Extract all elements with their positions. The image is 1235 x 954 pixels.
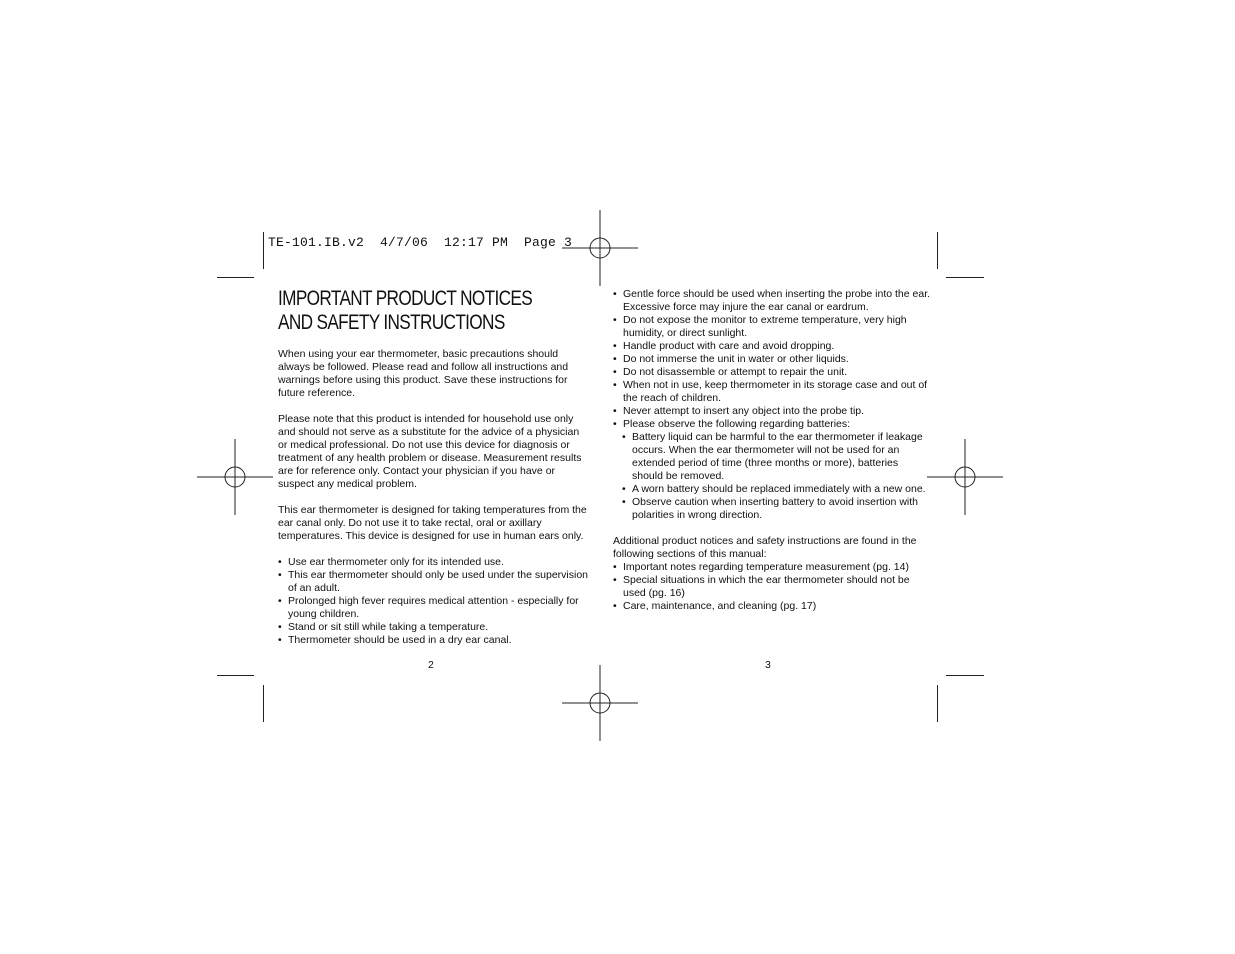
list-item: • Special situations in which the ear thermometer should not be used (pg. 16) — [613, 574, 931, 600]
list-item: • Important notes regarding temperature measurement (pg. 14) — [613, 561, 931, 574]
ear-canal-paragraph: This ear thermometer is designed for taking temperatures from the ear canal only. Do not use it to take rectal, oral or axillary temperatures. This device is designed for use in human ears only. — [278, 504, 587, 542]
battery-list-item: • A worn battery should be replaced immediately with a new one. — [622, 483, 931, 496]
list-item: • Never attempt to insert any object into the probe tip. — [613, 405, 931, 418]
crop-mark — [217, 277, 254, 278]
list-item: • Thermometer should be used in a dry ear canal. — [278, 634, 588, 647]
page-number: 2 — [428, 659, 434, 671]
page-2-column — [278, 287, 588, 647]
list-item: • Use ear thermometer only for its intended use. — [278, 556, 588, 569]
list-item: • This ear thermometer should only be used under the supervision of an adult. — [278, 569, 588, 595]
page-3-column — [613, 288, 931, 613]
crop-mark — [217, 675, 254, 676]
page-number: 3 — [765, 659, 771, 671]
registration-mark-icon — [197, 439, 273, 515]
list-item: • Prolonged high fever requires medical attention - especially for young children. — [278, 595, 588, 621]
list-item: • Gentle force should be used when inserting the probe into the ear. Excessive force may injure the ear canal or eardrum. — [613, 288, 931, 314]
registration-mark-icon — [562, 665, 638, 741]
list-item: • Care, maintenance, and cleaning (pg. 17) — [613, 600, 931, 613]
household-use-paragraph: Please note that this product is intended for household use only and should not serve as a substitute for the advice of a physician or medical professional. Do not use this device for diagnosis or treatment of any health problem or disease. Measurement results are for reference only. Contact your physician if you have or suspect any medical problem. — [278, 413, 582, 490]
page-title: IMPORTANT PRODUCT NOTICES AND SAFETY INSTRUCTIONS — [278, 287, 533, 334]
intro-paragraph: When using your ear thermometer, basic precautions should always be followed. Please read and follow all instructions and warnings before using this product. Save these instructions for future reference. — [278, 348, 569, 399]
list-item: • Handle product with care and avoid dropping. — [613, 340, 931, 353]
crop-mark — [263, 685, 264, 722]
registration-mark-icon — [927, 439, 1003, 515]
list-item: • Stand or sit still while taking a temperature. — [278, 621, 588, 634]
list-item: • Do not expose the monitor to extreme temperature, very high humidity, or direct sunlight. — [613, 314, 931, 340]
list-item: • When not in use, keep thermometer in its storage case and out of the reach of children. — [613, 379, 931, 405]
crop-mark — [263, 232, 264, 269]
crop-mark — [937, 232, 938, 269]
precautions-list — [278, 556, 588, 647]
crop-mark — [946, 277, 984, 278]
safety-list — [613, 288, 931, 522]
crop-mark — [937, 685, 938, 722]
list-item: • Please observe the following regarding batteries: — [613, 418, 931, 431]
battery-list-item: • Observe caution when inserting battery to avoid insertion with polarities in wrong direction. — [622, 496, 931, 522]
list-item: • Do not disassemble or attempt to repair the unit. — [613, 366, 931, 379]
list-item: • Do not immerse the unit in water or other liquids. — [613, 353, 931, 366]
battery-list-item: • Battery liquid can be harmful to the ear thermometer if leakage occurs. When the ear thermometer will not be used for an extended period of time (three months or more), batteries should be removed. — [622, 431, 931, 483]
print-slug: TE-101.IB.v2 4/7/06 12:17 PM Page 3 — [268, 235, 573, 250]
additional-intro: Additional product notices and safety instructions are found in the following sections of this manual: — [613, 535, 917, 560]
crop-mark — [946, 675, 984, 676]
additional-sections-list — [613, 561, 931, 613]
registration-mark-icon — [562, 210, 638, 286]
